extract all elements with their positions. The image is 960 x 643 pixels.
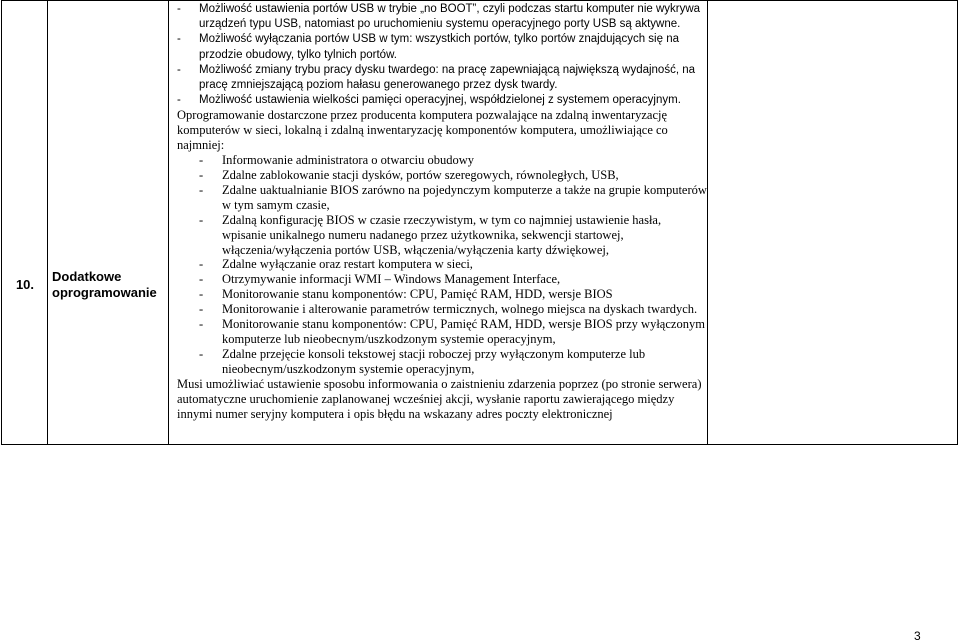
row-name-line: oprogramowanie	[52, 285, 157, 300]
intro-paragraph: Oprogramowanie dostarczone przez producenta komputera pozwalające na zdalną inwentaryzację komputerów w sieci, lokalną i zdalną inwentaryzację komponentów komputera, umożliwiające co najmniej:	[177, 108, 668, 153]
column-divider	[707, 1, 708, 444]
column-divider	[168, 1, 169, 444]
list-item: - Zdalne zablokowanie stacji dysków, portów szeregowych, równoległych, USB,	[199, 168, 619, 183]
list-item: - Zdalne uaktualnianie BIOS zarówno na pojedynczym komputerze a także na grupie komputerów w tym samym czasie,	[199, 182, 707, 212]
row-name-line: Dodatkowe	[52, 269, 122, 284]
list-item: - Monitorowanie stanu komponentów: CPU, Pamięć RAM, HDD, wersje BIOS przy wyłączonym komputerze lub nieobecnym/uszkodzonym systemie operacyjnym,	[199, 317, 705, 347]
list-item: - Możliwość ustawienia portów USB w trybie „no BOOT”, czyli podczas startu komputer nie wykrywa urządzeń typu USB, natomiast po uruchomieniu systemu operacyjnego porty USB są aktywne.	[177, 3, 701, 31]
list-item: - Informowanie administratora o otwarciu obudowy	[199, 153, 475, 168]
list-item: - Zdalne wyłączanie oraz restart komputera w sieci,	[199, 257, 473, 272]
row-number: 10.	[15, 277, 35, 292]
list-item: - Otrzymywanie informacji WMI – Windows Management Interface,	[199, 272, 561, 287]
list-item: - Monitorowanie i alterowanie parametrów termicznych, wolnego miejsca na dyskach twardych.	[199, 302, 698, 317]
list-item: - Możliwość ustawienia wielkości pamięci operacyjnej, współdzielonej z systemem operacyjnym.	[177, 94, 681, 107]
list-item: - Możliwość zmiany trybu pracy dysku twardego: na pracę zapewniającą największą wydajność, na pracę zmniejszającą poziom hałasu generowanego przez dysk twardy.	[177, 63, 696, 92]
page-number: 3	[914, 629, 921, 643]
list-item: - Monitorowanie stanu komponentów: CPU, Pamięć RAM, HDD, wersje BIOS	[199, 287, 613, 302]
row-name	[52, 269, 172, 301]
spec-table	[1, 0, 958, 445]
requirements-cell	[177, 2, 707, 421]
list-item: - Zdalne przejęcie konsoli tekstowej stacji roboczej przy wyłączonym komputerze lub nieobecnym/uszkodzonym systemie operacyjnym,	[199, 346, 646, 376]
closing-paragraph: Musi umożliwiać ustawienie sposobu informowania o zaistnieniu zdarzenia poprzez (po stronie serwera) automatyczne uruchomienie zaplanowanej wcześniej akcji, wysłanie raportu zawierającego między innymi numer seryjny komputera i opis błędu na wskazany adres poczty elektronicznej	[177, 376, 702, 421]
list-item: - Zdalną konfigurację BIOS w czasie rzeczywistym, w tym co najmniej ustawienie hasła, wpisanie unikalnego numeru nadanego przez użytkownika, sekwencji startowej, włączenia/wyłączenia portów USB, włączenia/wyłączenia karty dźwiękowej,	[199, 212, 662, 257]
list-item: - Możliwość wyłączania portów USB w tym: wszystkich portów, tylko portów znajdujących się na przodzie obudowy, tylko tylnich portów.	[177, 33, 679, 61]
column-divider	[47, 1, 48, 444]
